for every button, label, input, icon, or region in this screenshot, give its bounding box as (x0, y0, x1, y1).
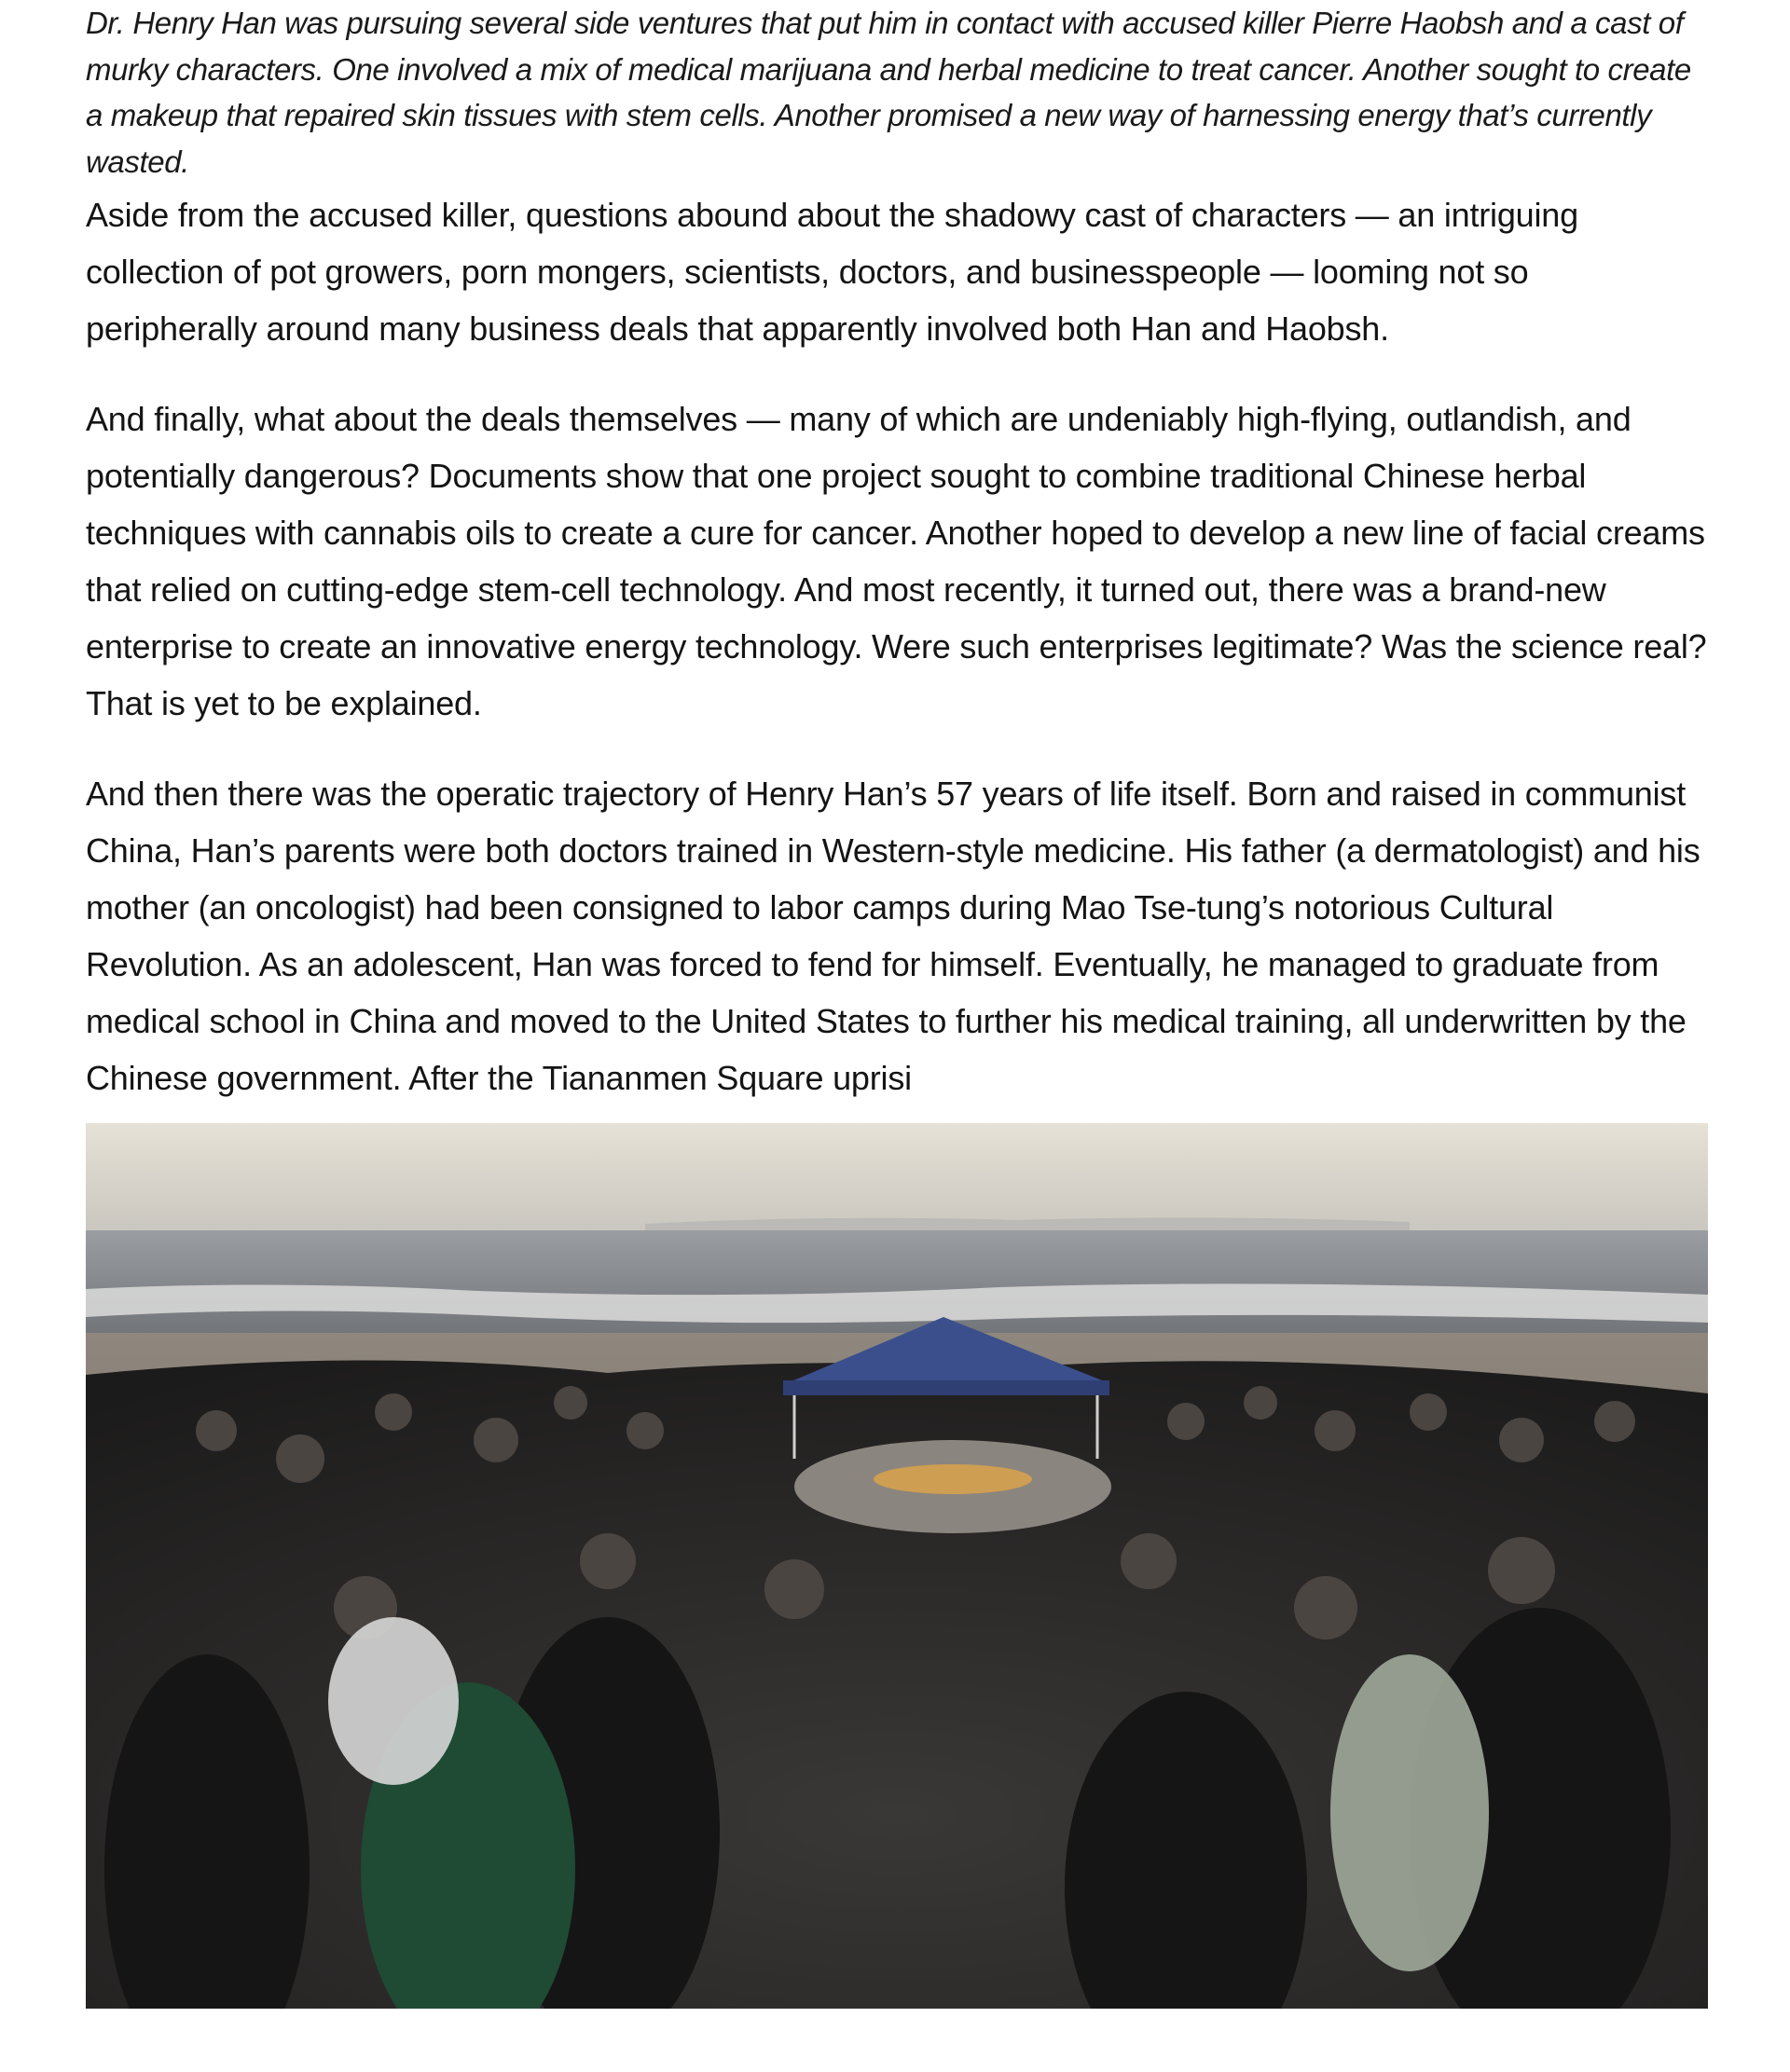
paragraph-3: And then there was the operatic trajectory of Henry Han’s 57 years of life itself. Born and raised in communist China, Han’s parents were both doctors trained in Western-style medicine. His father (a dermatologist) and his mother (an oncologist) had been consigned to labor camps during Mao Tse-tung’s notorious Cultural Revolution. As an adolescent, Han was forced to fend for himself. Eventually, he managed to graduate from medical school in China and moved to the United States to further his medical training, all underwritten by the Chinese government. After the Tiananmen Square uprisi (86, 775, 1700, 1097)
paragraph-2: And finally, what about the deals themselves — many of which are undeniably high-flying, outlandish, and potentially dangerous? Documents show that one project sought to combine traditional Chinese herbal techniques with cannabis oils to create a cure for cancer. Another hoped to develop a new line of facial creams that relied on cutting-edge stem-cell technology. And most recently, it turned out, there was a brand-new enterprise to create an innovative energy technology. Were such enterprises legitimate? Was the science real? That is yet to be explained. (86, 400, 1707, 722)
photo-illustration (86, 1123, 1708, 2009)
light-sweater-figure (1330, 1654, 1489, 1971)
beach-memorial-photo (86, 1123, 1708, 2009)
paragraph-1: Aside from the accused killer, questions abound about the shadowy cast of characters — an intriguing collection of pot growers, porn mongers, scientists, doctors, and businesspeople — looming not so peripherally around many business deals that apparently involved both Han and Haobsh. (86, 196, 1578, 348)
article-body (86, 0, 1708, 1106)
flower-offerings (874, 1464, 1032, 1494)
canopy-valance (783, 1380, 1109, 1395)
white-shirt-figure (328, 1617, 459, 1785)
photo-caption: Dr. Henry Han was pursuing several side ventures that put him in contact with accused killer Pierre Haobsh and a cast of murky characters. One involved a mix of medical marijuana and herbal medicine to treat cancer. Another sought to create a makeup that repaired skin tissues with stem cells. Another promised a new way of harnessing energy that’s currently wasted. (86, 6, 1691, 179)
